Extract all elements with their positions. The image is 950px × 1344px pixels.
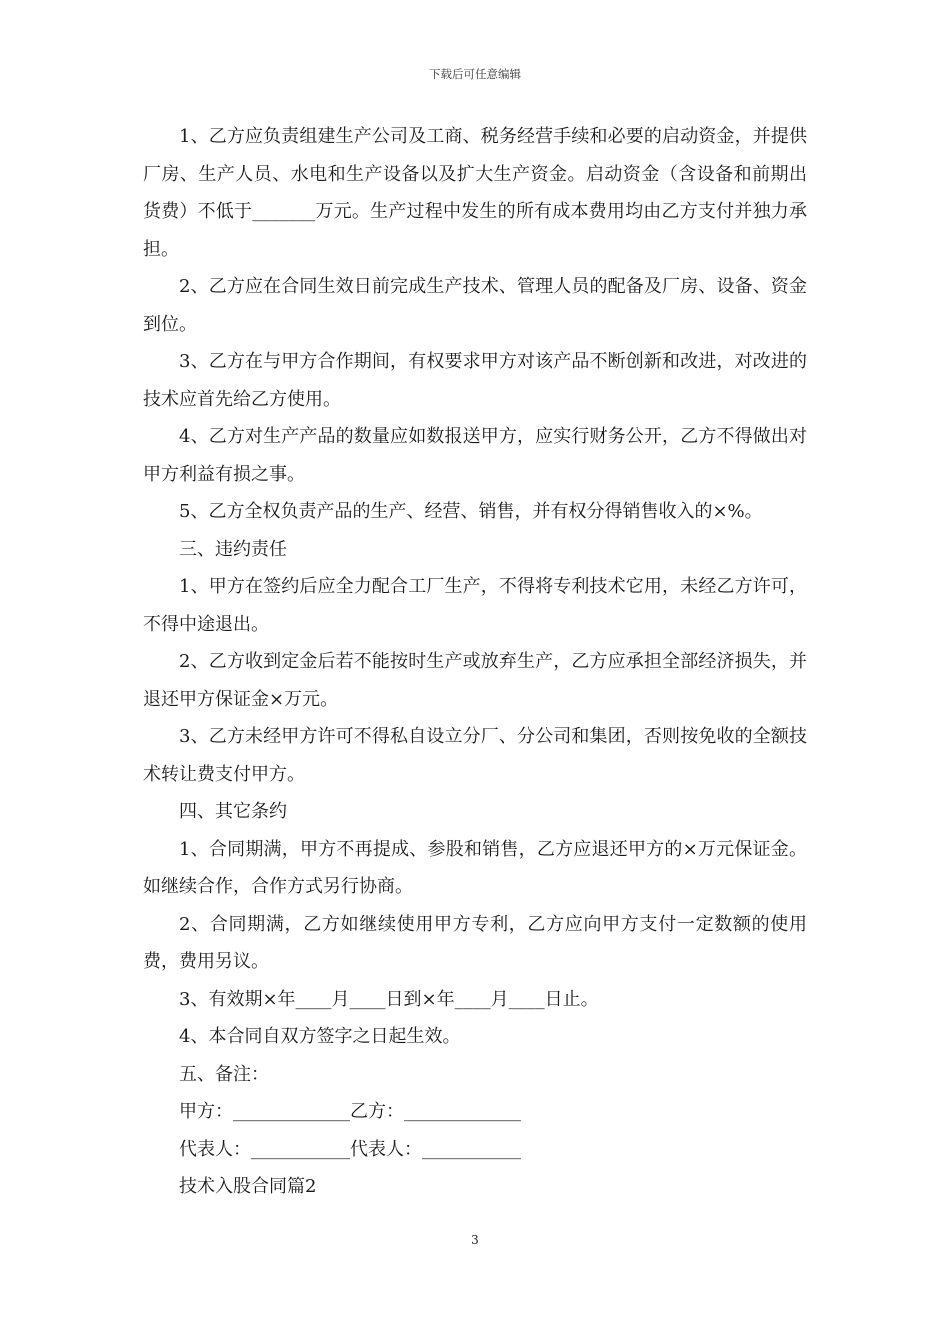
clause-c3: 3、乙方未经甲方许可不得私自设立分厂、分公司和集团，否则按免收的全额技术转让费支付甲方。 [143,726,807,785]
document-body [143,118,807,1206]
clause-b3: 3、乙方在与甲方合作期间，有权要求甲方对该产品不断创新和改进，对改进的技术应首先给乙方使用。 [143,351,807,410]
clause-b2: 2、乙方应在合同生效日前完成生产技术、管理人员的配备及厂房、设备、资金到位。 [143,276,807,335]
page-number: 3 [471,1233,479,1247]
clause-d1: 1、合同期满，甲方不再提成、参股和销售，乙方应退还甲方的×万元保证金。如继续合作，合作方式另行协商。 [143,838,807,897]
signature-line-parties: 甲方：_____________乙方：_____________ [179,1101,521,1122]
section-heading-liability: 三、违约责任 [179,538,287,560]
clause-c1: 1、甲方在签约后应全力配合工厂生产，不得将专利技术它用，未经乙方许可，不得中途退出。 [143,576,807,635]
next-contract-title: 技术入股合同篇2 [179,1176,317,1197]
clause-c2: 2、乙方收到定金后若不能按时生产或放弃生产，乙方应承担全部经济损失，并退还甲方保证金×万元。 [143,651,807,710]
clause-d3: 3、有效期×年____月____日到×年____月____日止。 [179,988,599,1010]
clause-b4: 4、乙方对生产产品的数量应如数报送甲方，应实行财务公开，乙方不得做出对甲方利益有损之事。 [143,426,807,485]
page-header: 下载后可任意编辑 [429,67,521,81]
clause-b5: 5、乙方全权负责产品的生产、经营、销售，并有权分得销售收入的×%。 [179,501,763,522]
signature-line-representatives: 代表人：___________代表人：___________ [179,1138,521,1160]
section-heading-other-terms: 四、其它条约 [179,801,287,822]
section-heading-remarks: 五、备注： [179,1063,269,1085]
clause-d4: 4、本合同自双方签字之日起生效。 [179,1026,461,1047]
clause-b1: 1、乙方应负责组建生产公司及工商、税务经营手续和必要的启动资金，并提供厂房、生产人员、水电和生产设备以及扩大生产资金。启动资金（含设备和前期出货费）不低于_______万元。生产过程中发生的所有成本费用均由乙方支付并独力承担。 [143,126,807,260]
clause-d2: 2、合同期满，乙方如继续使用甲方专利，乙方应向甲方支付一定数额的使用费，费用另议。 [143,913,807,972]
